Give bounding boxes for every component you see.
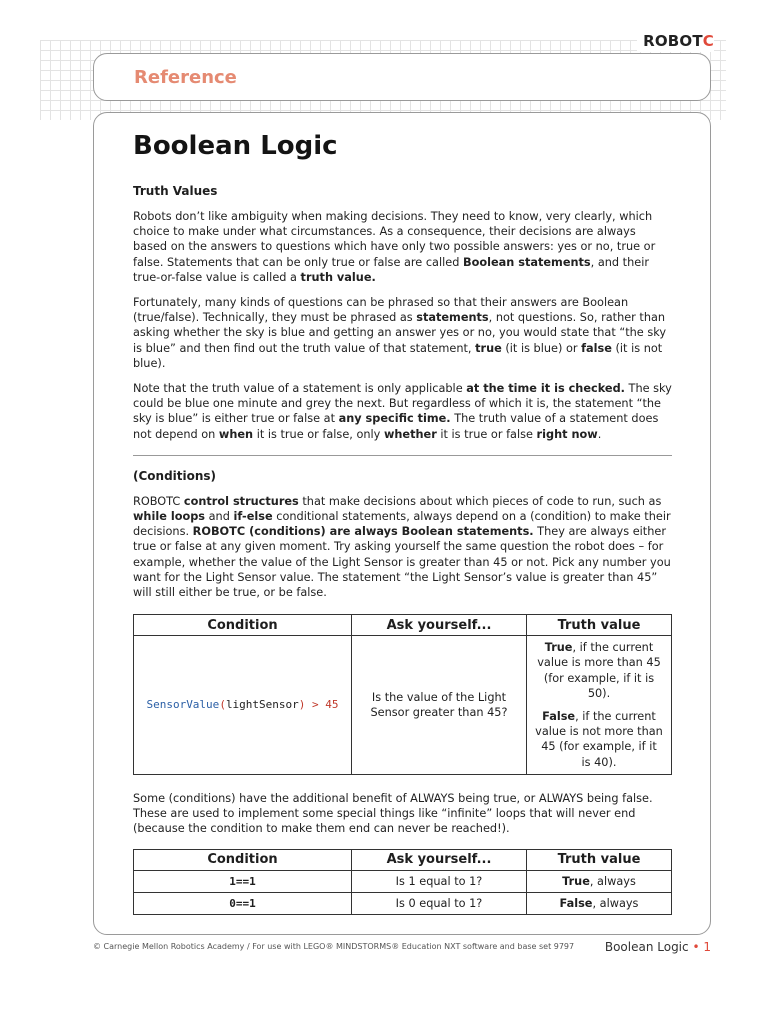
- truth-value-cell: False, always: [527, 892, 672, 914]
- page-number: 1: [703, 940, 711, 954]
- truth-value-cell: [527, 636, 672, 775]
- conditions-heading: (Conditions): [133, 468, 217, 483]
- column-header: Truth value: [527, 615, 672, 636]
- truth-values-paragraph-3: Note that the truth value of a statement is only applicable at the time it is checked. The sky could be blue one minute and grey the next. But regardless of which it is, the statement “the sky is blue” is either true or false at any specific time. The truth value of a statement does not depend on when it is true or false, only whether it is true or false right now.: [133, 382, 672, 441]
- constant-condition-table: [133, 849, 672, 915]
- table-header-row: [134, 849, 672, 870]
- reference-banner: [93, 53, 711, 101]
- ask-yourself-cell: Is 0 equal to 1?: [352, 892, 527, 914]
- footer-title: Boolean Logic: [604, 940, 689, 954]
- table-header-row: [134, 615, 672, 636]
- ask-yourself-cell: Is the value of the Light Sensor greater than 45?: [352, 636, 527, 775]
- truth-value-cell: True, always: [527, 870, 672, 892]
- logo-text: ROBOT: [643, 32, 703, 50]
- page-content: [133, 129, 672, 915]
- truth-false-text: False, if the current value is not more than 45 (for example, if it is 40).: [535, 710, 663, 769]
- condition-code: 1==1: [134, 870, 352, 892]
- condition-code: SensorValue(lightSensor) > 45: [134, 636, 352, 775]
- table-row: [134, 892, 672, 914]
- condition-code: 0==1: [134, 892, 352, 914]
- conditions-paragraph-1: ROBOTC control structures that make decisions about which pieces of code to run, such as while loops and if-else conditional statements, always depend on a (condition) to make their decisions. ROBOTC (conditions) are always Boolean statements. They are always either true or false at any given moment. Try asking yourself the same question the robot does – for example, whether the value of the Light Sensor is greater than 45 or not. Pick any number you want for the Light Sensor value. The statement “the Light Sensor’s value is greater than 45” will still either be true, or be false.: [133, 494, 671, 600]
- section-divider: [133, 455, 672, 456]
- table-row: [134, 636, 672, 775]
- column-header: Ask yourself...: [352, 615, 527, 636]
- column-header: Condition: [134, 849, 352, 870]
- page-title: Boolean Logic: [133, 131, 338, 161]
- conditions-paragraph-2: Some (conditions) have the additional benefit of ALWAYS being true, or ALWAYS being false. These are used to implement some special things like “infinite” loops that will never end (because the condition to make them end can never be reached!).: [133, 791, 653, 836]
- logo-accent: C: [702, 32, 714, 50]
- footer-credits: © Carnegie Mellon Robotics Academy / For use with LEGO® MINDSTORMS® Education NXT software and base set 9797: [93, 942, 575, 951]
- robotc-logo: [637, 30, 714, 52]
- footer-bullet: •: [692, 940, 700, 954]
- truth-values-heading: Truth Values: [133, 184, 218, 198]
- table-row: [134, 870, 672, 892]
- section-label: Reference: [134, 67, 237, 88]
- column-header: Truth value: [527, 849, 672, 870]
- footer-page-label: [605, 940, 711, 954]
- sensor-condition-table: [133, 614, 672, 775]
- column-header: Condition: [134, 615, 352, 636]
- truth-values-paragraph-1: Robots don’t like ambiguity when making decisions. They need to know, very clearly, which choice to make under what circumstances. As a consequence, their decisions are always based on the answers to questions which have only two possible answers: yes or no, true or false. Statements that can be only true or false are called Boolean statements, and their true-or-false value is called a truth value.: [133, 210, 656, 284]
- column-header: Ask yourself...: [352, 849, 527, 870]
- ask-yourself-cell: Is 1 equal to 1?: [352, 870, 527, 892]
- truth-values-paragraph-2: Fortunately, many kinds of questions can be phrased so that their answers are Boolean (true/false). Technically, they must be phrased as statements, not questions. So, rather than asking whether the sky is blue and getting an answer yes or no, you would state that “the sky is blue” and then find out the truth value of that statement, true (it is blue) or false (it is not blue).: [133, 296, 667, 370]
- truth-true-text: True, if the current value is more than 45 (for example, if it is 50).: [537, 641, 661, 700]
